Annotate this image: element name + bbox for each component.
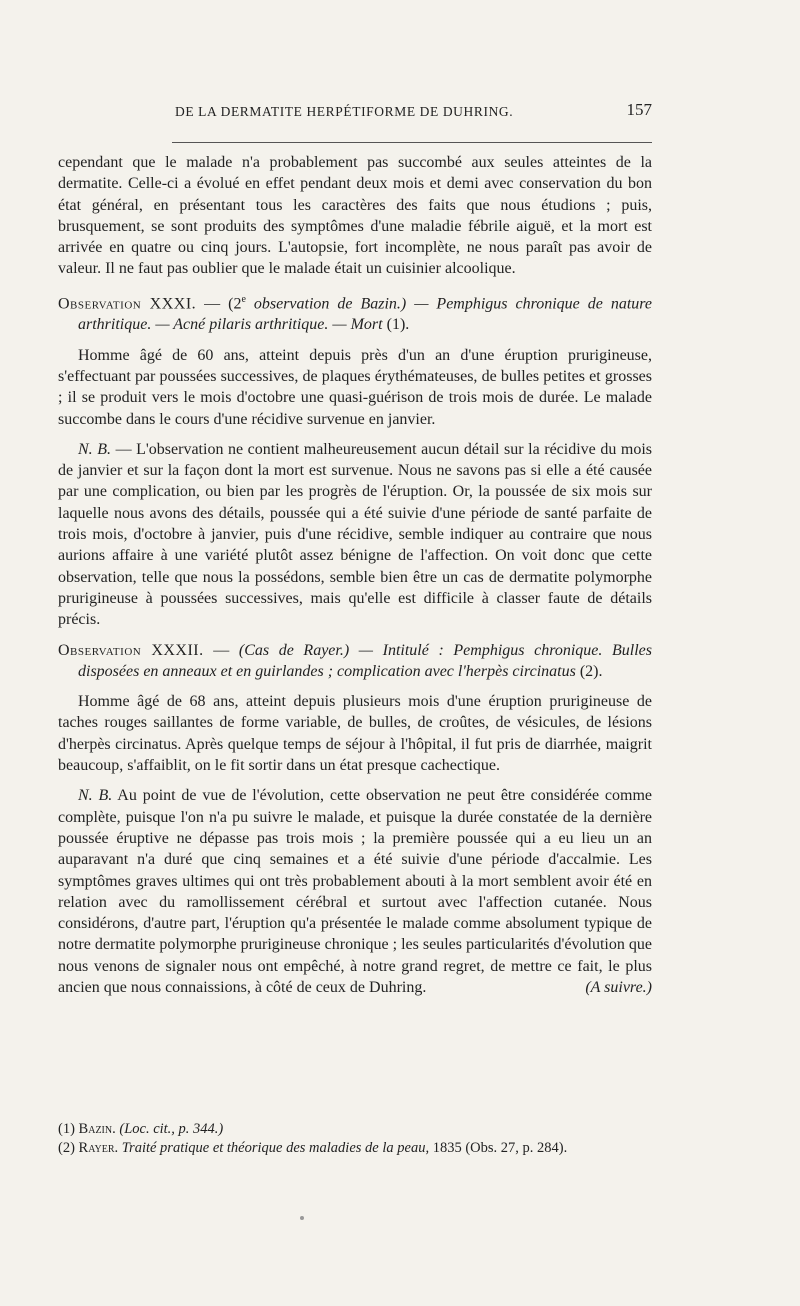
footnote-2-author: Rayer.: [78, 1140, 119, 1156]
nb-label: N. B.: [78, 440, 112, 458]
footnote-1-number: (1): [58, 1121, 79, 1137]
observation-31-note: [58, 439, 652, 631]
observation-31-heading: observation de Bazin.) — Pemphigus chronique de nature arthritique. — Acné pilaris arthritique. — Mort: [78, 295, 653, 334]
observation-31-title: [58, 289, 652, 336]
observation-32-note: [58, 785, 652, 998]
to-be-continued: (A suivre.): [585, 979, 652, 997]
nb-text: — L'observation ne contient malheureusement aucun détail sur la récidive du mois de janvier et sur la façon dont la mort est survenue. Nous ne savons pas si elle a été causée par une complication, ou bien par les progrès de l'éruption. Or, la poussée de six mois sur laquelle nous avons des détails, poussée qui a été suivie d'une période de santé parfaite de trois mois, d'octobre à janvier, puis d'une récidive, semble indiquer au contraire que nous aurions affaire à une variété plutôt assez bénigne de l'affection. On voit donc que cette observation, telle que nous la possédons, semble bien être un cas de dermatite polymorphe prurigineuse à poussées successives, mais qu'elle est difficile à classer faute de détails précis.: [58, 440, 652, 629]
nb-label: N. B.: [78, 787, 113, 805]
observation-32-sep: —: [203, 641, 239, 659]
page-number: 157: [626, 100, 652, 119]
header-rule: [172, 142, 652, 143]
observation-31-label: Observation XXXI.: [58, 295, 197, 313]
footnote-1-author: Bazin.: [78, 1121, 116, 1137]
main-text: [58, 152, 652, 998]
footnote-2-number: (2): [58, 1140, 79, 1156]
running-title: DE LA DERMATITE HERPÉTIFORME DE DUHRING.: [175, 104, 514, 119]
observation-32-paragraph: Homme âgé de 68 ans, atteint depuis plusieurs mois d'une éruption prurigineuse de taches rouges saillantes de forme variable, de bulles, de croûtes, de vésicules, de lésions d'herpès circinatus. Après quelque temps de séjour à l'hôpital, il fut pris de diarrhée, maigrit beaucoup, s'affaiblit, on le fit sortir dans un état presque cachectique.: [58, 693, 652, 775]
observation-32-title: [58, 640, 652, 683]
footnote-2: [58, 1139, 652, 1158]
paragraph-continuation: cependant que le malade n'a probablement pas succombé aux seules atteintes de la dermatite. Celle-ci a évolué en effet pendant deux mois et demi avec conservation du bon état général, en présentant tous les caractères des faits que nous étudions ; puis, brusquement, se sont produits des symptômes d'une maladie fébrile aiguë, et la mort est arrivée en quatre ou cinq jours. L'autopsie, fort incomplète, ne nous paraît pas avoir de valeur. Il ne faut pas oublier que le malade était un cuisinier alcoolique.: [58, 154, 652, 278]
footnote-1-ref: (Loc. cit., p. 344.): [115, 1121, 224, 1137]
nb-text: Au point de vue de l'évolution, cette observation ne peut être considérée comme complète, puisque l'on n'a pu suivre le malade, et puisque la durée constatée de la dernière poussée éruptive ne dépasse pas trois mois ; la première poussée qui a eu lieu un an auparavant n'a duré que cinq semaines et a été suivie d'une période d'accalmie. Les symptômes graves ultimes qui ont très probablement abouti à la mort semblent avoir été en relation avec du ramollissement cérébral et surtout avec l'affection cutanée. Nous considérons, d'autre part, l'éruption qu'a présentée le malade comme absolument typique de notre dermatite polymorphe prurigineuse chronique ; les seules particularités d'évolution que nous venons de signaler nous ont empêché, à notre grand regret, de mettre ce fait, le plus ancien que nous connaissions, à côté de ceux de Duhring.: [58, 787, 652, 997]
observation-31-paragraph: Homme âgé de 60 ans, atteint depuis près d'un an d'une éruption prurigineuse, s'effectuant par poussées successives, de plaques érythémateuses, de bulles petites et grosses ; il se produit vers le mois d'octobre une quasi-guérison de trois mois de durée. Le malade succombe dans le cours d'une récidive survenue en janvier.: [58, 346, 652, 428]
observation-32-label: Observation XXXII.: [58, 641, 204, 659]
footnotes: [58, 1120, 652, 1158]
observation-31-sep: — (2: [196, 295, 242, 313]
footnote-2-ref: 1835 (Obs. 27, p. 284).: [429, 1140, 568, 1156]
ink-speck: [300, 1216, 304, 1220]
observation-32-heading: (Cas de Rayer.) — Intitulé : Pemphigus chronique. Bulles disposées en anneaux et en guirlandes ; complication avec l'herpès circinatus: [78, 641, 652, 680]
observation-32-ref: (2).: [575, 662, 603, 680]
observation-31-ref: (1).: [382, 316, 410, 334]
footnote-1: [58, 1120, 652, 1139]
observation-31-sup: e: [241, 293, 246, 305]
footnote-2-title: Traité pratique et théorique des maladies de la peau,: [118, 1140, 430, 1156]
